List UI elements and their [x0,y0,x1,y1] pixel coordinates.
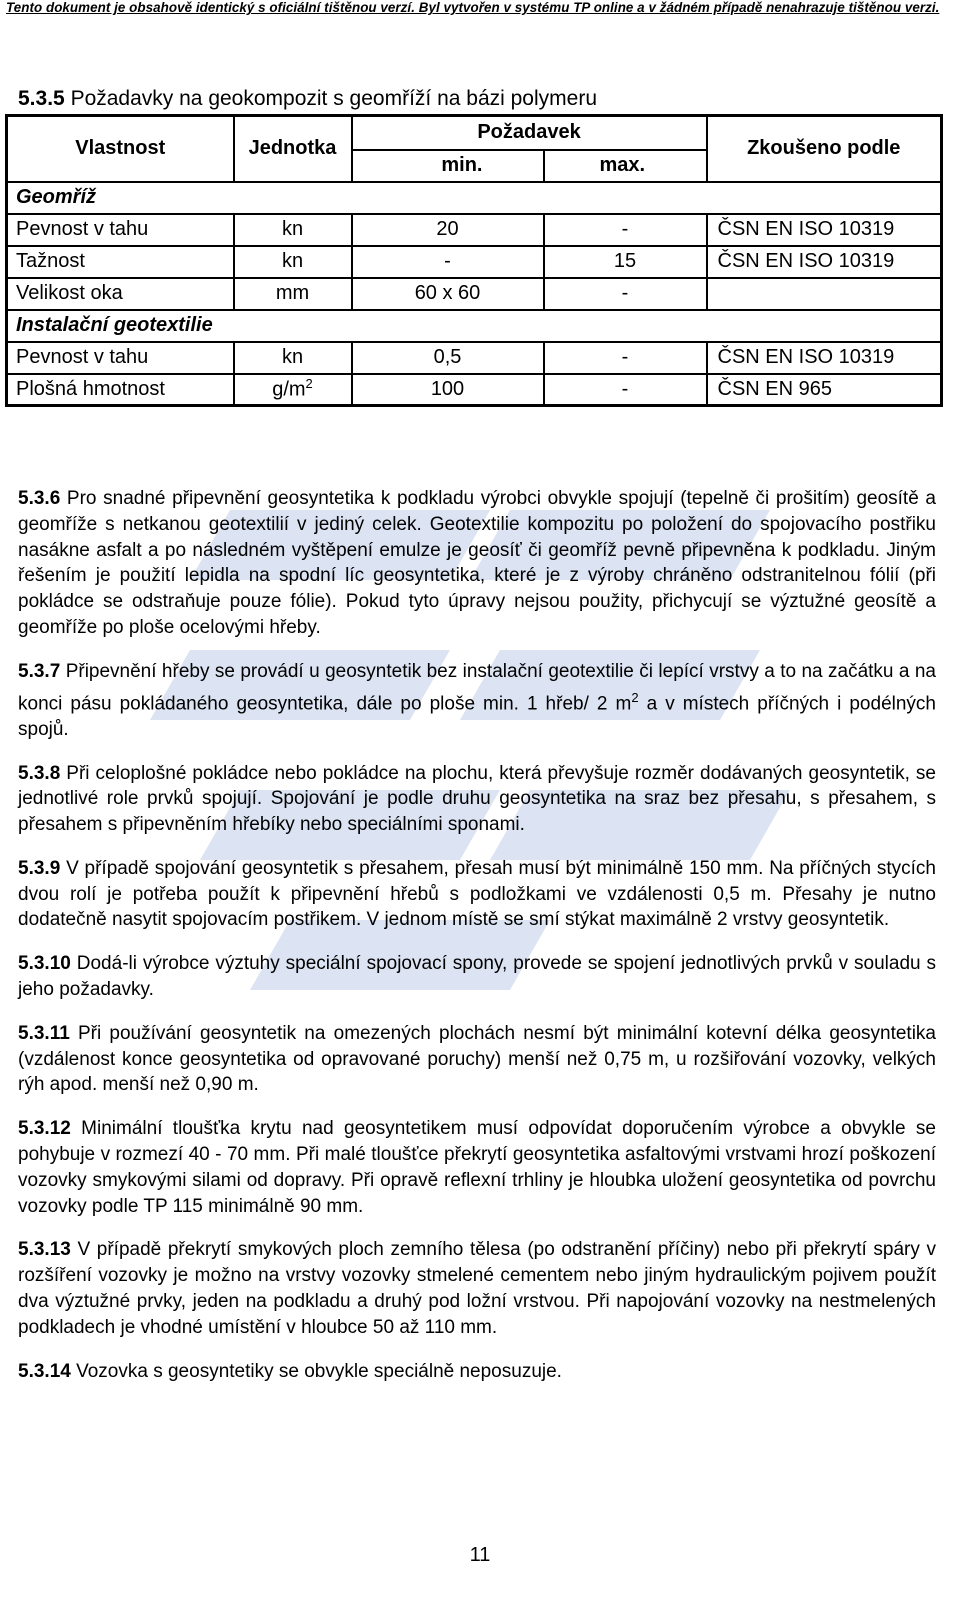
cell-max: 15 [544,246,707,278]
paragraph-text: Při celoplošné pokládce nebo pokládce na plochu, která převyšuje rozměr dodávaných geosyntetik, se jednotlivé role prvků spojují. Spojování je podle druhu geosyntetika na sraz bez přesahu, s přesahem, s přesahem s připevněním hřebíky nebo speciálními sponami. [18,762,936,836]
header-min: min. [352,150,544,182]
paragraph-text: V případě překrytí smykových ploch zemního tělesa (po odstranění příčiny) nebo při překrytí spáry v rozšíření vozovky je možno na vrstvy vozovky stmelené cementem nebo jiným hydraulickým pojivem použít dva výztužné prvky, jeden na podkladu a druhý pod ložní vrstvou. Při napojování vozovky na nestmelených podkladech je vhodné umístění v hloubce 50 až 110 mm. [18,1239,937,1338]
paragraph-number: 5.3.13 [18,1239,71,1261]
unit-text: kn [281,346,304,368]
cell-unit [234,214,352,246]
paragraph-text: V případě spojování geosyntetik s přesahem, přesah musí být minimálně 150 mm. Na příčných stycích dvou rolí je potřeba použít k připevnění hřebů s podložkami ve vzdálenosti 0,5 m. Přesahy je nutno dodatečně nasytit spojovacím postřikem. V jednom místě se smí stýkat maximálně 2 vrstvy geosyntetik. [18,857,936,931]
paragraph-5-3-7 [18,659,936,743]
header-unit: Jednotka [234,116,352,182]
cell-max: - [544,278,707,310]
requirements-table-body [7,116,942,406]
cell-max: - [544,214,707,246]
group-label: Geomříž [7,182,942,214]
table-row [7,374,942,406]
disclaimer-banner: Tento dokument je obsahově identický s oficiální tištěnou verzí. Byl vytvořen v systému TP online a v žádném případě nenahrazuje tištěnou verzi. [6,0,940,15]
paragraph-5-3-12 [18,1116,936,1219]
cell-unit [234,278,352,310]
cell-max: - [544,342,707,374]
section-title [18,87,597,111]
cell-min: 0,5 [352,342,544,374]
paragraph-number: 5.3.7 [18,660,61,682]
cell-tested: ČSN EN 965 [707,374,942,406]
cell-property: Pevnost v tahu [7,342,234,374]
paragraph-superscript: 2 [631,689,639,705]
unit-text: kn [281,250,304,272]
cell-property: Pevnost v tahu [7,214,234,246]
paragraph-number: 5.3.14 [18,1360,71,1382]
table-group-row [7,182,942,214]
paragraph-number: 5.3.8 [18,762,61,784]
header-max: max. [544,150,707,182]
paragraph-text: Při používání geosyntetik na omezených plochách nesmí být minimální kotevní délka geosyntetika (vzdálenost konce geosyntetika od opravované poruchy) menší než 0,75 m, u rozšiřování vozovky, velkých rýh apod. menší než 0,90 m. [18,1022,936,1096]
paragraph-text: Připevnění hřeby se provádí u geosyntetik bez instalační geotextilie či lepící vrstvy a to na začátku a na konci pásu pokládaného geosyntetika, dále po ploše min. 1 hřeb/ 2 m [18,660,937,714]
paragraph-5-3-14 [18,1359,936,1385]
cell-unit [234,246,352,278]
cell-min: - [352,246,544,278]
header-property: Vlastnost [7,116,234,182]
paragraph-5-3-11 [18,1021,936,1098]
header-requirement: Požadavek [352,116,707,150]
paragraph-number: 5.3.6 [18,488,61,509]
paragraph-text: Dodá-li výrobce výztuhy speciální spojovací spony, provede se spojení jednotlivých prvků v souladu s jeho požadavky. [18,953,937,1001]
paragraph-5-3-8 [18,761,936,838]
unit-text: mm [275,282,310,304]
paragraph-number: 5.3.11 [18,1022,70,1044]
cell-min: 20 [352,214,544,246]
paragraph-text-after: a v místech příčných i podélných spojů. [18,692,936,740]
unit-text: g/m [272,379,306,402]
table-row [7,246,942,278]
cell-tested: ČSN EN ISO 10319 [707,214,942,246]
paragraph-number: 5.3.12 [18,1118,71,1140]
paragraphs [18,486,936,1402]
paragraph-5-3-6 [18,486,936,641]
paragraph-5-3-10 [18,951,936,1003]
unit-superscript: 2 [305,376,313,392]
cell-tested [707,278,942,310]
paragraph-text: Minimální tloušťka krytu nad geosyntetikem musí odpovídat doporučením výrobce a obvykle se pohybuje v rozmezí 40 - 70 mm. Při malé tloušťce překrytí geosyntetika asfaltovými vrstvami hrozí poškození vozovky smykovými silami od dopravy. Při opravě reflexní trhliny je hloubka uložení geosyntetika od povrchu vozovky podle TP 115 minimálně 90 mm. [18,1118,937,1217]
cell-unit [234,374,352,406]
table-row [7,278,942,310]
group-label: Instalační geotextilie [7,310,942,342]
cell-tested: ČSN EN ISO 10319 [707,246,942,278]
cell-min: 100 [352,374,544,406]
page-number: 11 [469,1544,491,1566]
header-tested: Zkoušeno podle [707,116,942,182]
unit-text: kn [281,218,304,240]
section-title-text: Požadavky na geokompozit s geomříží na bázi polymeru [70,87,597,110]
cell-unit [234,342,352,374]
cell-property: Plošná hmotnost [7,374,234,406]
paragraph-5-3-13 [18,1237,936,1340]
cell-tested: ČSN EN ISO 10319 [707,342,942,374]
section-number: 5.3.5 [18,87,65,110]
paragraph-text: Vozovka s geosyntetiky se obvykle speciálně neposuzuje. [76,1360,562,1382]
cell-min: 60 x 60 [352,278,544,310]
paragraph-number: 5.3.10 [18,953,71,975]
table-row [7,342,942,374]
paragraph-number: 5.3.9 [18,857,61,879]
cell-property: Tažnost [7,246,234,278]
table-row [7,214,942,246]
cell-property: Velikost oka [7,278,234,310]
table-group-row [7,310,942,342]
requirements-table [5,114,943,407]
cell-max: - [544,374,707,406]
table-header-row [7,116,942,150]
paragraph-text: Pro snadné připevnění geosyntetika k podkladu výrobci obvykle spojují (tepelně či prošitím) geosítě a geomříže s netkanou geotextilií v jediný celek. Geotextilie kompozitu po položení do spojovacího postřiku nasákne asfalt a po následném vyštěpení emulze je geosíť či geomříž pevně připevněna k podkladu. Jiným řešením je použití lepidla na spodní líc geosyntetika, které je z výroby chráněno odstranitelnou fólií (při pokládce se odstraňuje pouze fólie). Pokud tyto úpravy nejsou použity, přichycují se výztužné geosítě a geomříže po ploše ocelovými hřeby. [18,488,936,638]
paragraph-5-3-9 [18,856,936,933]
